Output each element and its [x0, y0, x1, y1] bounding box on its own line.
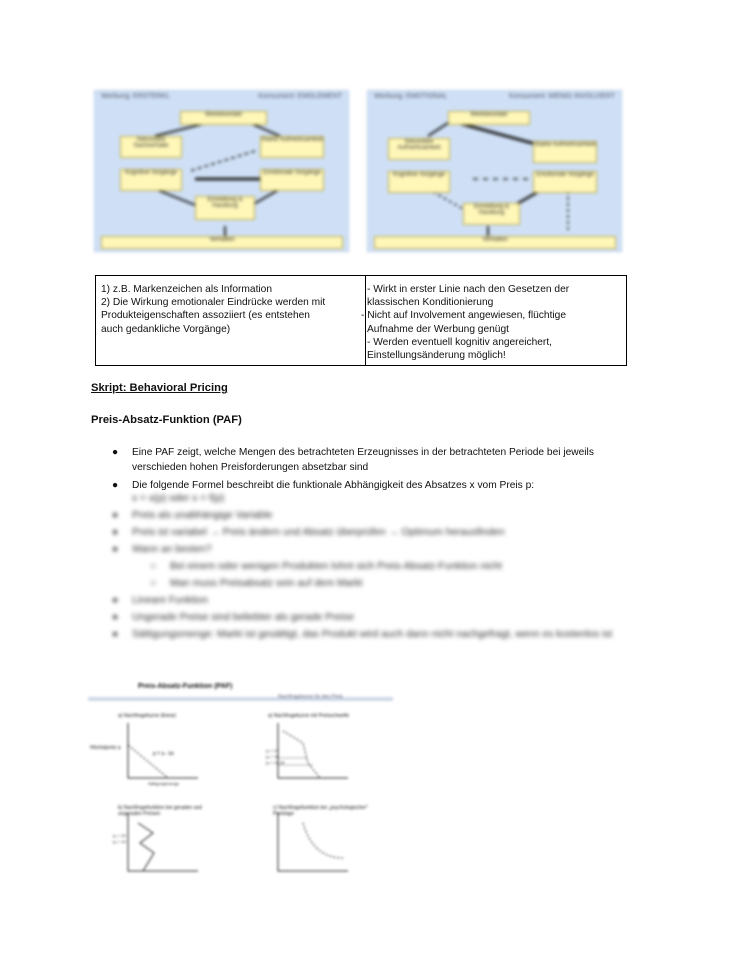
table-cell-right [361, 276, 625, 365]
figure-title: Preis-Absatz-Funktion (PAF) [138, 683, 233, 690]
bullet-text: Wann an besten? [132, 544, 212, 555]
bullet-text: Die folgende Formel beschreibt die funktionale Abhängigkeit des Absatzes x vom Preis p: [132, 480, 535, 491]
bullet-text: Sättigungsmenge: Markt ist gesättigt, das Produkt wird auch dann nicht nachgefragt, wenn es kostenlos ist [132, 629, 613, 640]
advertising-diagram-cognitive [94, 90, 349, 252]
list-item: ● Preis als unabhängige Variable [112, 510, 273, 521]
bullet-text: Eine PAF zeigt, welche Mengen des betrachteten Erzeugnisses in der betrachteten Periode bei jeweils verschieden hohen Preisforderungen absetzbar sind [132, 447, 594, 473]
bullet-text: Man muss Preisabsatz sein auf dem Markt [170, 578, 363, 589]
bullet-text: Ungerade Preise sind beliebter als gerade Preise [132, 612, 354, 623]
list-item: ○ Bei einem oder wenigen Produkten lohnt sich Preis-Absatz-Funktion nicht [150, 561, 502, 572]
table-line: klassischen Konditionierung [367, 297, 494, 309]
diagram-header-right: Konsument: WENIG INVOLVIERT [509, 93, 615, 100]
list-item: ● Lineare Funktion [112, 595, 208, 606]
list-item: ● Die folgende Formel beschreibt die funktionale Abhängigkeit des Absatzes x vom Preis p: [112, 480, 535, 491]
section-heading: Skript: Behavioral Pricing [91, 382, 228, 394]
tick-label: p₁ = 21 [266, 748, 279, 753]
diagram-header-left: Werbung: ERSTERKL [101, 93, 171, 100]
bullet-text: Preis ist variabel → Preis ändern und Absatz überprüfen → Optimum herausfinden [132, 527, 505, 538]
formula-text: x = x(p) oder x = f(p) [132, 493, 225, 504]
list-item: ● Ungerade Preise sind beliebter als gerade Preise [112, 612, 354, 623]
panel-caption: b) Nachfragefunktion bei geraden und ungeraden Preisen [118, 805, 202, 817]
bullet-list [110, 445, 650, 642]
formula-label: p = a - bx [153, 751, 174, 757]
table-line: 1) z.B. Markenzeichen als Information [101, 284, 272, 295]
diagram-box: Einstellung & Handlung [463, 203, 520, 225]
tick-label: p₁ = 15 [113, 833, 126, 838]
diagram-box: Sekundäre Sachverhalte [120, 136, 182, 158]
diagram-box: Emotionale Vorgänge [533, 171, 597, 193]
panel-caption: c) Nachfragefunktion bei „psychologischer" Preislage [273, 805, 368, 817]
figure-banner: Nachfragekurve für den Preis [278, 694, 344, 700]
diagram-header-right: Konsument: EMOLEMENT [258, 93, 342, 100]
table-line: Produkteigenschaften assoziiert (es entstehen [101, 310, 310, 322]
diagram-box: Starke Aufmerksamkeit [533, 141, 597, 163]
list-item: ● Wann an besten? [112, 544, 212, 555]
diagram-box: Werbekontakt [180, 111, 267, 125]
subsection-heading: Preis-Absatz-Funktion (PAF) [91, 414, 242, 426]
list-item: ○ Man muss Preisabsatz sein auf dem Markt [150, 578, 363, 589]
diagram-box: Kognitive Vorgänge [120, 169, 182, 191]
table-line: - Nicht auf Involvement angewiesen, flüchtige [361, 310, 566, 322]
axis-label: Sättigungsmenge [148, 781, 180, 786]
table-line: 2) Die Wirkung emotionaler Eindrücke werden mit [101, 297, 326, 309]
bullet-text: Bei einem oder wenigen Produkten lohnt sich Preis-Absatz-Funktion nicht [170, 561, 502, 572]
advertising-diagram-emotional [367, 90, 622, 252]
tick-label: p₃ = 15,30 [266, 760, 285, 765]
diagram-box: Werbekontakt [448, 111, 530, 125]
diagram-box: Verhalten [101, 236, 343, 249]
table-line: Einstellungsänderung möglich! [367, 350, 506, 362]
diagram-box: Verhalten [374, 236, 616, 249]
diagram-header-left: Werbung: EMOTIONAL [374, 93, 448, 100]
axis-label: Höchstpreis a [90, 745, 121, 751]
diagram-box: Sekundäre Aufmerksamkeit [388, 138, 450, 160]
table-line: auch gedankliche Vorgänge) [101, 323, 231, 335]
paf-plots [88, 683, 398, 878]
table-line: Aufnahme der Werbung genügt [367, 323, 509, 335]
list-item: ● Sättigungsmenge: Markt ist gesättigt, das Produkt wird auch dann nicht nachgefragt, wenn es kostenlos ist [112, 629, 613, 640]
panel-caption: a) Nachfragekurve (linear) [118, 713, 177, 719]
bullet-text: Lineare Funktion [132, 595, 208, 606]
diagram-box: Einstellung & Handlung [195, 196, 255, 220]
panel-caption: a) Nachfragekurve mit Preisschwelle [268, 713, 350, 719]
bullet-text: Preis als unabhängige Variable [132, 510, 273, 521]
table-cell-left [101, 276, 363, 365]
diagram-box: Starke Aufmerksamkeit [260, 136, 324, 158]
diagram-box: Emotionale Vorgänge [260, 169, 324, 191]
table-line: - Wirkt in erster Linie nach den Gesetzen der [367, 284, 570, 295]
paf-figure [88, 683, 398, 878]
list-item: ● Eine PAF zeigt, welche Mengen des betrachteten Erzeugnisses in der betrachteten Periode bei jeweils verschieden hohen Preisforderungen absetzbar sind [112, 447, 594, 473]
tick-label: p₂ = 14 [113, 839, 126, 844]
diagram-box: Kognitive Vorgänge [388, 171, 450, 193]
tick-label: p₂ = 16 [266, 754, 279, 759]
table-line: - Werden eventuell kognitiv angereichert, [367, 336, 552, 348]
comparison-table [95, 275, 627, 366]
list-item: ● Preis ist variabel → Preis ändern und Absatz überprüfen → Optimum herausfinden [112, 527, 505, 538]
